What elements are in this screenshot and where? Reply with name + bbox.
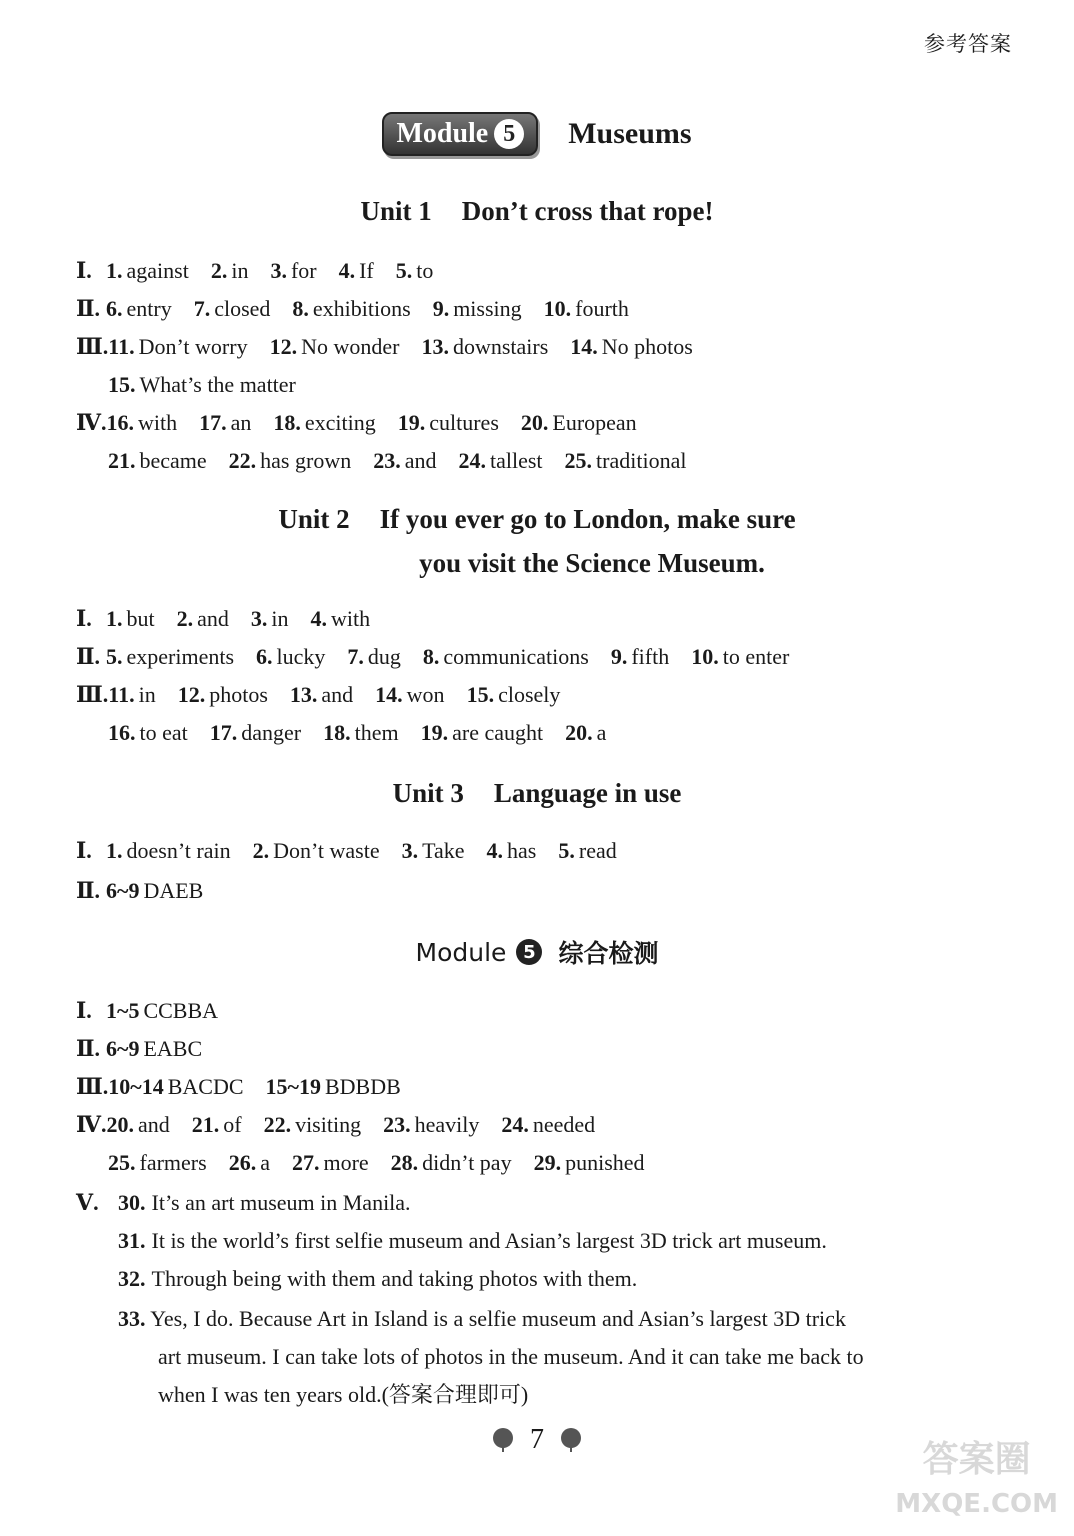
- answer-item: [108, 720, 188, 745]
- answer-text: EABC: [143, 1036, 203, 1061]
- question-number: 5.: [106, 644, 123, 669]
- answer-item: [391, 1150, 512, 1175]
- answer-item: [487, 838, 537, 863]
- answer-item: [544, 296, 629, 321]
- answer-text: entry: [126, 296, 172, 321]
- section-v-label: [76, 1190, 106, 1216]
- answer-number: 30.: [118, 1190, 146, 1215]
- unit3-title: [0, 778, 1074, 809]
- answer-item: [177, 606, 229, 631]
- answer-item: [570, 334, 693, 359]
- answer-text: traditional: [596, 448, 687, 473]
- answer-text: in: [271, 606, 289, 631]
- answer-text: Through being with them and taking photos with them.: [151, 1266, 638, 1291]
- question-number: 10~14: [108, 1074, 164, 1099]
- question-number: 8.: [422, 644, 440, 669]
- question-number: 22.: [263, 1112, 292, 1137]
- question-number: 18.: [323, 720, 351, 745]
- answer-text: BACDC: [167, 1074, 244, 1099]
- answer-number: 33.: [118, 1306, 146, 1331]
- answer-text: closely: [498, 682, 561, 707]
- answer-text: experiments: [126, 644, 235, 669]
- unit3-number: Unit 3: [392, 778, 464, 808]
- answer-item: [253, 838, 380, 863]
- answer-item: [501, 1112, 595, 1137]
- answer-text: communications: [443, 644, 589, 669]
- answer-text: and: [137, 1112, 170, 1137]
- answer-text: against: [126, 258, 189, 283]
- question-number: 7.: [193, 296, 211, 321]
- answer-text: to enter: [722, 644, 790, 669]
- question-number: 2.: [252, 838, 270, 863]
- answer-row: [76, 1074, 423, 1100]
- answer-item: [211, 258, 249, 283]
- question-number: 3.: [250, 606, 268, 631]
- answer-33-line1: Yes, I do. Because Art in Island is a selfie museum and Asian’s largest 3D trick: [150, 1306, 846, 1331]
- question-number: 1.: [106, 606, 123, 631]
- answer-item: [421, 720, 544, 745]
- question-number: 6~9: [106, 1036, 140, 1061]
- question-number: 18.: [273, 410, 301, 435]
- answer-item: [433, 296, 522, 321]
- answer-text: punished: [565, 1150, 645, 1175]
- answer-item: [106, 296, 172, 321]
- question-number: 24.: [501, 1112, 529, 1137]
- answer-item: [339, 258, 374, 283]
- answer-item: [311, 606, 371, 631]
- answer-item: [106, 644, 234, 669]
- answer-item: [611, 644, 669, 669]
- answer-text: has: [507, 838, 537, 863]
- answer-item: [229, 1150, 270, 1175]
- answer-item: [108, 448, 207, 473]
- answer-item: [106, 838, 231, 863]
- roman-numeral: Ⅲ.: [76, 1074, 109, 1099]
- question-number: 12.: [269, 334, 298, 359]
- answer-text: BDBDB: [325, 1074, 401, 1099]
- question-number: 6~9: [106, 878, 140, 903]
- question-number: 5.: [395, 258, 413, 283]
- roman-numeral: Ⅰ.: [76, 606, 92, 631]
- question-number: 4.: [338, 258, 356, 283]
- answer-text: to: [416, 258, 434, 283]
- answer-item: [108, 682, 155, 707]
- answer-text: more: [323, 1150, 369, 1175]
- answer-text: missing: [453, 296, 522, 321]
- question-number: 22.: [228, 448, 257, 473]
- answer-text: cultures: [429, 410, 499, 435]
- answer-row: [76, 998, 240, 1024]
- answer-row: [108, 372, 318, 398]
- unit1-heading: Don’t cross that rope!: [461, 196, 714, 226]
- answer-text: has grown: [260, 448, 352, 473]
- answer-row: [118, 1190, 411, 1216]
- answer-text: danger: [241, 720, 302, 745]
- answer-text: a: [596, 720, 607, 745]
- question-number: 6.: [256, 644, 273, 669]
- question-number: 14.: [375, 682, 403, 707]
- answer-text: fourth: [575, 296, 629, 321]
- question-number: 17.: [199, 410, 227, 435]
- question-number: 8.: [292, 296, 309, 321]
- answer-text: but: [126, 606, 155, 631]
- answer-text: farmers: [139, 1150, 207, 1175]
- answer-item: [534, 1150, 645, 1175]
- unit2-heading-line1: If you ever go to London, make sure: [379, 504, 796, 534]
- answer-item: [106, 998, 218, 1023]
- answer-item: [396, 258, 434, 283]
- answer-item: [106, 1112, 169, 1137]
- answer-item: [194, 296, 271, 321]
- answer-text: are caught: [452, 720, 544, 745]
- answer-item: [423, 644, 589, 669]
- question-number: 28.: [390, 1150, 419, 1175]
- roman-numeral: Ⅱ.: [76, 878, 101, 903]
- question-number: 23.: [373, 448, 401, 473]
- answer-text: closed: [214, 296, 271, 321]
- module-name: Museums: [568, 117, 692, 150]
- module-badge: [382, 112, 538, 156]
- review-number: 5: [516, 939, 542, 965]
- answer-text: of: [223, 1112, 242, 1137]
- answer-row: [76, 606, 392, 632]
- answer-item: [106, 258, 189, 283]
- answer-number: 32.: [118, 1266, 146, 1291]
- question-number: 19.: [397, 410, 426, 435]
- answer-item: [421, 334, 548, 359]
- roman-numeral: Ⅲ.: [76, 682, 109, 707]
- roman-numeral: Ⅱ.: [76, 296, 101, 321]
- answer-item: [251, 606, 289, 631]
- answer-item: [256, 644, 325, 669]
- answer-row: [108, 1150, 667, 1176]
- answer-item: [106, 1036, 202, 1061]
- answer-item: [691, 644, 789, 669]
- answer-text: visiting: [295, 1112, 362, 1137]
- answer-text: read: [578, 838, 617, 863]
- answer-33: [118, 1300, 864, 1414]
- answer-text: CCBBA: [143, 998, 219, 1023]
- answer-item: [264, 1112, 362, 1137]
- answer-text: DAEB: [143, 878, 204, 903]
- answer-text: needed: [532, 1112, 596, 1137]
- question-number: 13.: [421, 334, 449, 359]
- answer-row: [76, 878, 225, 904]
- answer-item: [565, 448, 687, 473]
- leaf-icon: [490, 1427, 516, 1453]
- answer-item: [178, 682, 268, 707]
- question-number: 16.: [106, 410, 134, 435]
- answer-text: exciting: [304, 410, 376, 435]
- answer-text: for: [290, 258, 317, 283]
- answer-text: in: [138, 682, 156, 707]
- question-number: 17.: [209, 720, 238, 745]
- answer-item: [106, 410, 177, 435]
- question-number: 27.: [291, 1150, 320, 1175]
- answer-item: [108, 1074, 243, 1099]
- roman-numeral: Ⅲ.: [76, 334, 109, 359]
- question-number: 21.: [191, 1112, 220, 1137]
- question-number: 9.: [610, 644, 628, 669]
- question-number: 1~5: [106, 998, 140, 1023]
- answer-text: won: [406, 682, 445, 707]
- answer-item: [402, 838, 465, 863]
- answer-text: photos: [209, 682, 268, 707]
- answer-row: [76, 334, 715, 360]
- question-number: 12.: [177, 682, 206, 707]
- module-title: [0, 112, 1074, 156]
- answer-row: [76, 682, 582, 708]
- answer-item: [192, 1112, 242, 1137]
- answer-text: European: [552, 410, 637, 435]
- answer-item: [375, 682, 444, 707]
- question-number: 15.: [108, 372, 136, 397]
- unit1-title: [0, 196, 1074, 227]
- answer-text: heavily: [414, 1112, 480, 1137]
- answer-text: downstairs: [452, 334, 549, 359]
- answer-text: to eat: [139, 720, 188, 745]
- unit2-title: [0, 504, 1074, 535]
- answer-item: [458, 448, 542, 473]
- roman-numeral: Ⅰ.: [76, 258, 92, 283]
- question-number: 25.: [564, 448, 593, 473]
- answer-text: dug: [367, 644, 401, 669]
- answer-item: [565, 720, 606, 745]
- answer-item: [373, 448, 436, 473]
- roman-numeral: Ⅰ.: [76, 838, 92, 863]
- answer-text: It’s an art museum in Manila.: [151, 1190, 411, 1215]
- question-number: 2.: [176, 606, 194, 631]
- answer-33-line2: art museum. I can take lots of photos in the museum. And it can take me back to: [158, 1344, 864, 1369]
- answer-item: [108, 372, 296, 397]
- question-number: 20.: [106, 1112, 134, 1137]
- module-number: 5: [494, 119, 524, 149]
- answer-item: [106, 606, 155, 631]
- question-number: 20.: [565, 720, 593, 745]
- question-number: 19.: [420, 720, 449, 745]
- review-title: [0, 934, 1074, 970]
- roman-numeral: Ⅳ.: [76, 410, 107, 435]
- review-word: Module: [415, 937, 507, 967]
- question-number: 24.: [458, 448, 486, 473]
- question-number: 25.: [108, 1150, 136, 1175]
- answer-item: [558, 838, 616, 863]
- answer-text: and: [321, 682, 354, 707]
- answer-text: What’s the matter: [139, 372, 296, 397]
- answer-item: [199, 410, 251, 435]
- answer-item: [383, 1112, 479, 1137]
- answer-text: with: [331, 606, 371, 631]
- module-word: Module: [396, 118, 489, 149]
- question-number: 2.: [210, 258, 228, 283]
- answer-item: [108, 1150, 207, 1175]
- question-number: 1.: [106, 258, 123, 283]
- answer-item: [229, 448, 352, 473]
- question-number: 3.: [270, 258, 287, 283]
- answer-text: doesn’t rain: [126, 838, 231, 863]
- answer-row: [76, 410, 659, 436]
- question-number: 20.: [520, 410, 549, 435]
- question-number: 15.: [466, 682, 495, 707]
- question-number: 11.: [108, 334, 135, 359]
- answer-text: If: [359, 258, 374, 283]
- answer-item: [108, 334, 247, 359]
- answer-row: [108, 720, 628, 746]
- page-number: 7: [530, 1424, 544, 1455]
- answer-text: It is the world’s first selfie museum and Asian’s largest 3D trick art museum.: [151, 1228, 827, 1253]
- leaf-icon: [558, 1427, 584, 1453]
- roman-numeral: Ⅴ.: [76, 1190, 99, 1215]
- question-number: 26.: [228, 1150, 257, 1175]
- question-number: 11.: [108, 682, 135, 707]
- question-number: 7.: [347, 644, 364, 669]
- watermark: [895, 1438, 1058, 1526]
- question-number: 10.: [543, 296, 572, 321]
- answer-item: [266, 1074, 401, 1099]
- question-number: 14.: [570, 334, 598, 359]
- answer-item: [292, 296, 410, 321]
- unit1-number: Unit 1: [360, 196, 432, 226]
- answer-row: [76, 838, 639, 864]
- question-number: 10.: [691, 644, 719, 669]
- answer-text: in: [231, 258, 249, 283]
- answer-33-line3: when I was ten years old.(答案合理即可): [158, 1382, 529, 1407]
- question-number: 13.: [289, 682, 318, 707]
- answer-number: 31.: [118, 1228, 146, 1253]
- answer-item: [521, 410, 637, 435]
- question-number: 23.: [383, 1112, 411, 1137]
- question-number: 21.: [108, 448, 136, 473]
- answer-row: [118, 1228, 827, 1254]
- question-number: 6.: [106, 296, 123, 321]
- answer-text: tallest: [489, 448, 543, 473]
- answer-item: [292, 1150, 369, 1175]
- unit2-number: Unit 2: [278, 504, 350, 534]
- answer-text: with: [137, 410, 178, 435]
- question-number: 3.: [401, 838, 419, 863]
- answer-item: [347, 644, 401, 669]
- watermark-line2: MXQE.COM: [895, 1489, 1058, 1519]
- answer-row: [108, 448, 708, 474]
- roman-numeral: Ⅱ.: [76, 1036, 101, 1061]
- answer-item: [323, 720, 399, 745]
- answer-item: [270, 258, 316, 283]
- answer-text: lucky: [276, 644, 326, 669]
- header-label: 参考答案: [924, 32, 1012, 56]
- question-number: 4.: [486, 838, 504, 863]
- answer-text: became: [139, 448, 207, 473]
- answer-item: [106, 878, 203, 903]
- answer-row: [76, 1036, 224, 1062]
- answer-item: [398, 410, 499, 435]
- answer-text: Don’t waste: [273, 838, 380, 863]
- answer-text: No photos: [601, 334, 693, 359]
- answer-text: a: [260, 1150, 270, 1175]
- question-number: 29.: [533, 1150, 562, 1175]
- unit2-title-line2: you visit the Science Museum.: [419, 548, 765, 578]
- answer-row: [76, 1112, 617, 1138]
- answer-text: Take: [422, 838, 465, 863]
- question-number: 1.: [106, 838, 123, 863]
- watermark-line1: 答案圈: [922, 1439, 1031, 1480]
- question-number: 5.: [558, 838, 575, 863]
- answer-text: and: [404, 448, 437, 473]
- answer-text: fifth: [631, 644, 670, 669]
- answer-text: an: [230, 410, 252, 435]
- answer-text: No wonder: [301, 334, 400, 359]
- answer-row: [118, 1266, 637, 1292]
- question-number: 4.: [310, 606, 328, 631]
- question-number: 9.: [432, 296, 450, 321]
- answer-item: [467, 682, 561, 707]
- roman-numeral: Ⅳ.: [76, 1112, 107, 1137]
- answer-item: [273, 410, 375, 435]
- question-number: 15~19: [265, 1074, 321, 1099]
- answer-text: them: [354, 720, 399, 745]
- answer-item: [210, 720, 301, 745]
- unit3-heading: Language in use: [493, 778, 682, 808]
- review-heading: 综合检测: [558, 939, 659, 968]
- question-number: 16.: [108, 720, 136, 745]
- answer-text: didn’t pay: [422, 1150, 512, 1175]
- answer-row: [76, 644, 811, 670]
- roman-numeral: Ⅱ.: [76, 644, 101, 669]
- answer-item: [290, 682, 353, 707]
- answer-text: exhibitions: [312, 296, 411, 321]
- answer-row: [76, 258, 455, 284]
- answer-row: [76, 296, 651, 322]
- roman-numeral: Ⅰ.: [76, 998, 92, 1023]
- answer-text: and: [197, 606, 229, 631]
- answer-text: Don’t worry: [138, 334, 248, 359]
- answer-item: [270, 334, 400, 359]
